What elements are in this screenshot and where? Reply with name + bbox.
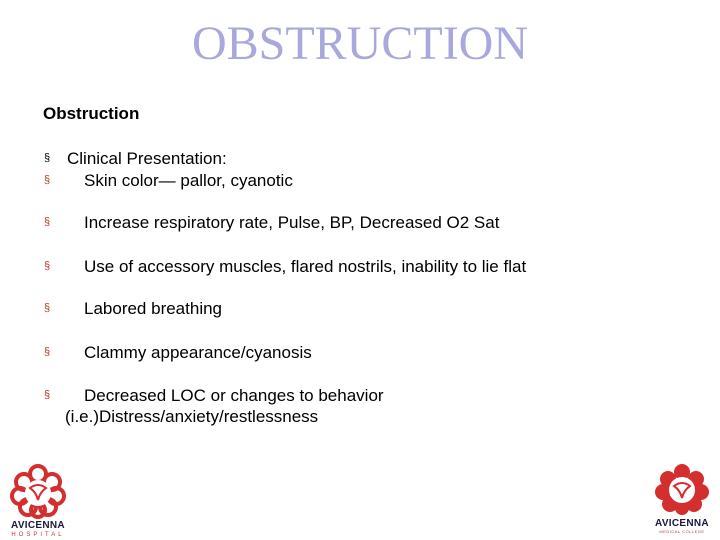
bullet-text: Increase respiratory rate, Pulse, BP, Decreased O2 Sat — [84, 213, 500, 232]
logo-name-text: AVICENNA — [11, 520, 65, 531]
logo-sub-text: MEDICAL COLLEGE — [659, 529, 705, 534]
avicenna-hospital-logo — [0, 462, 76, 538]
logo-sub-text: HOSPITAL — [11, 532, 65, 538]
bullet-text: Clammy appearance/cyanosis — [84, 343, 312, 362]
bullet-marker: § — [44, 302, 51, 314]
flower-emblem-icon — [0, 462, 76, 520]
bullet-marker: § — [44, 152, 51, 164]
bullet-marker: § — [44, 389, 51, 401]
bullet-marker: § — [44, 260, 51, 272]
bullet-text: Decreased LOC or changes to behavior — [84, 386, 384, 405]
slide-title: OBSTRUCTION — [191, 17, 529, 70]
bullet-marker: § — [44, 174, 51, 186]
flower-emblem-icon — [644, 462, 720, 518]
bullet-text: Skin color— pallor, cyanotic — [84, 171, 293, 190]
logo-name-text: AVICENNA — [655, 518, 709, 529]
bullet-marker: § — [44, 346, 51, 358]
bullet-marker: § — [44, 216, 51, 228]
bullet-text: Clinical Presentation: — [67, 149, 227, 168]
bullet-continuation-text: (i.e.)Distress/anxiety/restlessness — [65, 407, 319, 426]
bullet-text: Labored breathing — [84, 299, 223, 318]
avicenna-college-logo — [644, 462, 720, 538]
slide-subtitle: Obstruction — [43, 104, 140, 123]
bullet-text: Use of accessory muscles, flared nostrils, inability to lie flat — [84, 257, 527, 276]
